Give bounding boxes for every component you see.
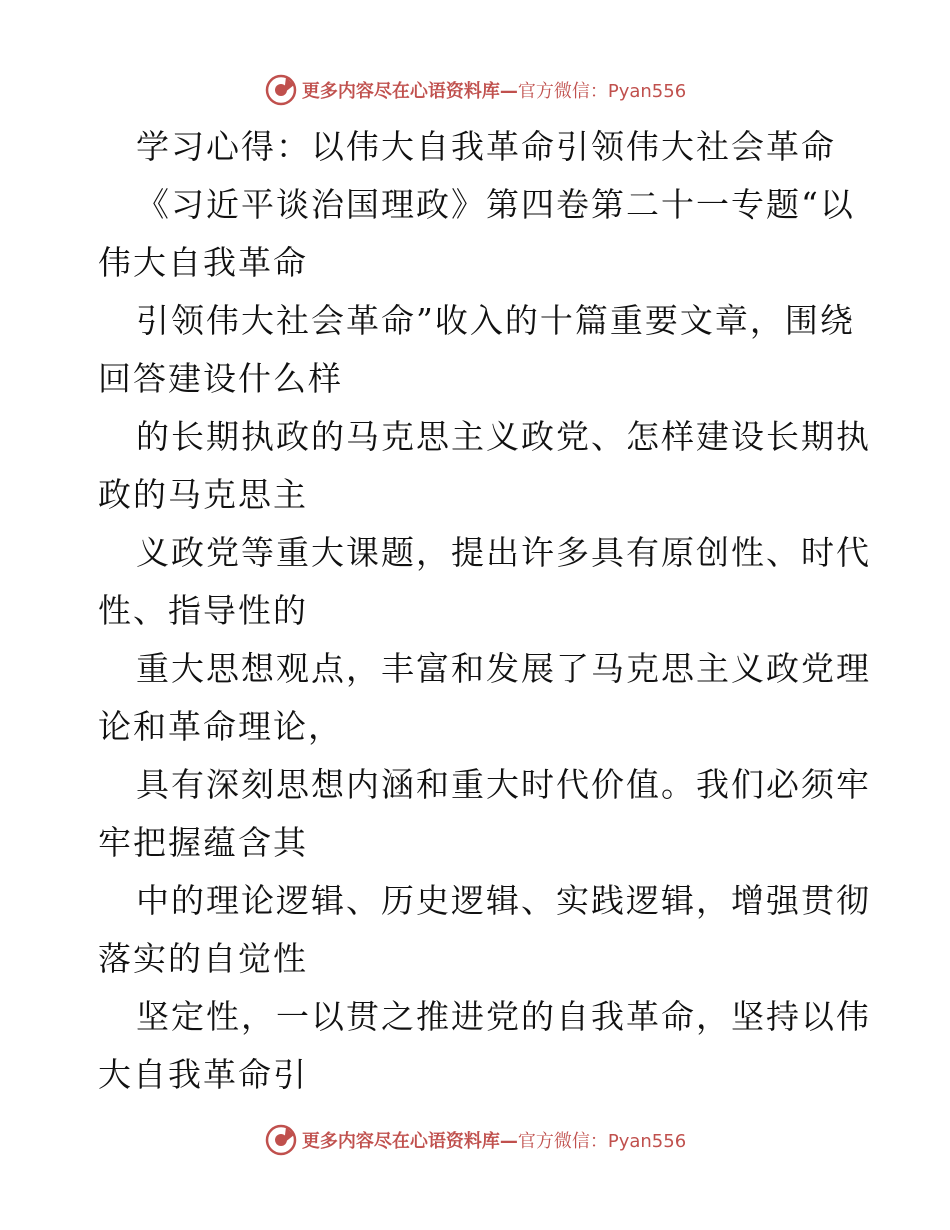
banner-wechat-text: 官方微信：Pyan556 xyxy=(517,81,687,102)
text-line: 伟大自我革命 xyxy=(98,243,308,282)
banner-site-text: 更多内容尽在心语资料库— xyxy=(301,1131,518,1152)
text-line: 牢把握蕴含其 xyxy=(98,823,308,862)
text-line: 的长期执政的马克思主义政党、怎样建设长期执 xyxy=(136,417,871,456)
text-line: 引领伟大社会革命”收入的十篇重要文章，围绕 xyxy=(136,301,855,340)
text-line: 《习近平谈治国理政》第四卷第二十一专题“以 xyxy=(136,185,855,224)
text-line: 义政党等重大课题，提出许多具有原创性、时代 xyxy=(136,533,871,572)
text-line: 落实的自觉性 xyxy=(98,939,308,978)
text-line: 政的马克思主 xyxy=(98,475,308,514)
document-body xyxy=(98,118,871,1104)
logo-icon xyxy=(264,1123,298,1157)
footer-banner xyxy=(0,1120,950,1160)
text-line: 具有深刻思想内涵和重大时代价值。我们必须牢 xyxy=(136,765,871,804)
header-banner xyxy=(0,70,950,110)
banner-site-text: 更多内容尽在心语资料库— xyxy=(301,81,518,102)
text-line: 坚定性，一以贯之推进党的自我革命，坚持以伟 xyxy=(136,997,871,1036)
document-title: 学习心得：以伟大自我革命引领伟大社会革命 xyxy=(136,127,836,166)
text-line: 论和革命理论， xyxy=(98,707,343,746)
logo-icon xyxy=(264,73,298,107)
text-line: 重大思想观点，丰富和发展了马克思主义政党理 xyxy=(136,649,871,688)
text-line: 中的理论逻辑、历史逻辑、实践逻辑，增强贯彻 xyxy=(136,881,871,920)
banner-wechat-text: 官方微信：Pyan556 xyxy=(517,1131,687,1152)
text-line: 回答建设什么样 xyxy=(98,359,343,398)
text-line: 大自我革命引 xyxy=(98,1055,308,1094)
text-line: 性、指导性的 xyxy=(98,591,308,630)
